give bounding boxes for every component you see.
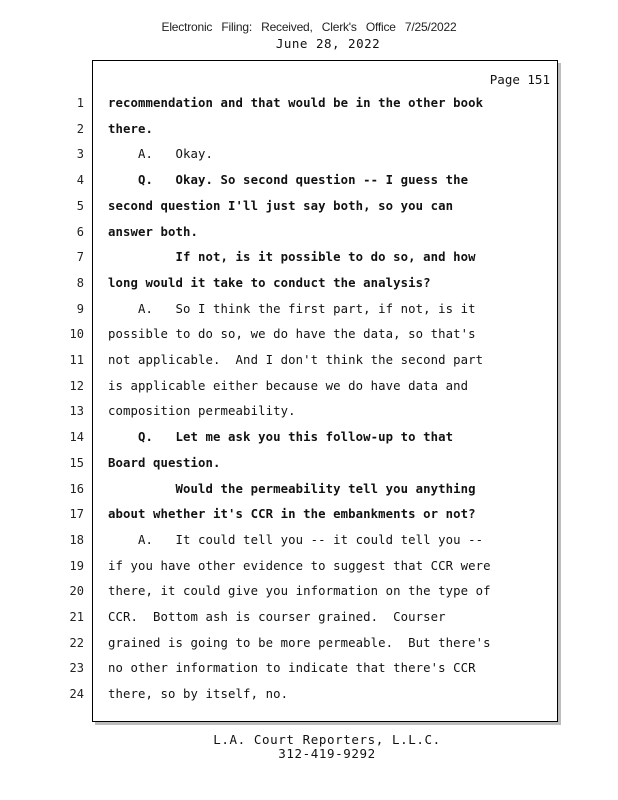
line-text: is applicable either because we do have data and	[108, 378, 469, 393]
line-text: answer both.	[108, 224, 199, 239]
line-text: not applicable. And I don't think the second part	[108, 353, 484, 367]
line-number: 13	[69, 404, 84, 419]
line-number: 14	[69, 430, 84, 445]
line-text: Would the permeability tell you anything	[108, 481, 476, 496]
line-text: second question I'll just say both, so you can	[108, 198, 454, 213]
line-text: Board question.	[108, 455, 221, 470]
transcript-date: June 28, 2022	[275, 36, 381, 51]
line-number: 5	[76, 198, 84, 213]
line-text: A. It could tell you -- it could tell you --	[108, 532, 484, 547]
line-number: 4	[76, 173, 84, 188]
line-text: grained is going to be more permeable. But there's	[108, 635, 491, 650]
line-text: If not, is it possible to do so, and how	[108, 250, 476, 265]
line-number: 12	[69, 378, 84, 393]
line-number: 7	[76, 250, 84, 265]
line-number: 22	[69, 635, 84, 650]
line-number: 17	[69, 507, 84, 522]
line-number: 11	[69, 353, 84, 367]
line-text: about whether it's CCR in the embankments or not?	[108, 507, 476, 522]
line-number: 16	[69, 481, 84, 496]
line-text: no other information to indicate that there's CCR	[108, 661, 476, 676]
line-text: Q. Okay. So second question -- I guess the	[108, 173, 469, 188]
line-text: composition permeability.	[108, 404, 296, 419]
line-number: 24	[69, 687, 84, 702]
line-text: there, so by itself, no.	[108, 687, 289, 702]
footer	[0, 733, 618, 761]
line-number: 20	[69, 584, 84, 599]
line-text: long would it take to conduct the analysis?	[108, 275, 431, 290]
line-number: 15	[69, 455, 84, 470]
line-number: 9	[76, 301, 84, 316]
line-number: 1	[76, 96, 84, 110]
line-text: Q. Let me ask you this follow-up to that	[108, 430, 454, 445]
line-number: 21	[69, 610, 84, 624]
line-text: A. So I think the first part, if not, is it	[108, 301, 476, 316]
line-text: if you have other evidence to suggest that CCR were	[108, 558, 491, 573]
line-number: 10	[69, 327, 84, 342]
filing-stamp: Electronic Filing: Received, Clerk's Office 7/25/2022	[161, 20, 457, 34]
line-number: 8	[76, 275, 84, 290]
line-number: 6	[76, 224, 84, 239]
footer-company: L.A. Court Reporters, L.L.C.	[213, 732, 441, 747]
page-number: Page 151	[489, 72, 550, 87]
line-text: there.	[108, 121, 154, 136]
line-text: possible to do so, we do have the data, so that's	[108, 327, 476, 342]
line-number: 3	[76, 147, 84, 162]
line-text: A. Okay.	[108, 147, 214, 162]
line-number: 23	[69, 661, 84, 676]
line-number: 19	[69, 558, 84, 573]
line-text: recommendation and that would be in the other book	[108, 96, 484, 110]
line-text: CCR. Bottom ash is courser grained. Courser	[108, 610, 446, 624]
line-number: 2	[76, 121, 84, 136]
line-number: 18	[69, 532, 84, 547]
line-text: there, it could give you information on the type of	[108, 584, 491, 599]
footer-phone: 312-419-9292	[278, 746, 376, 761]
